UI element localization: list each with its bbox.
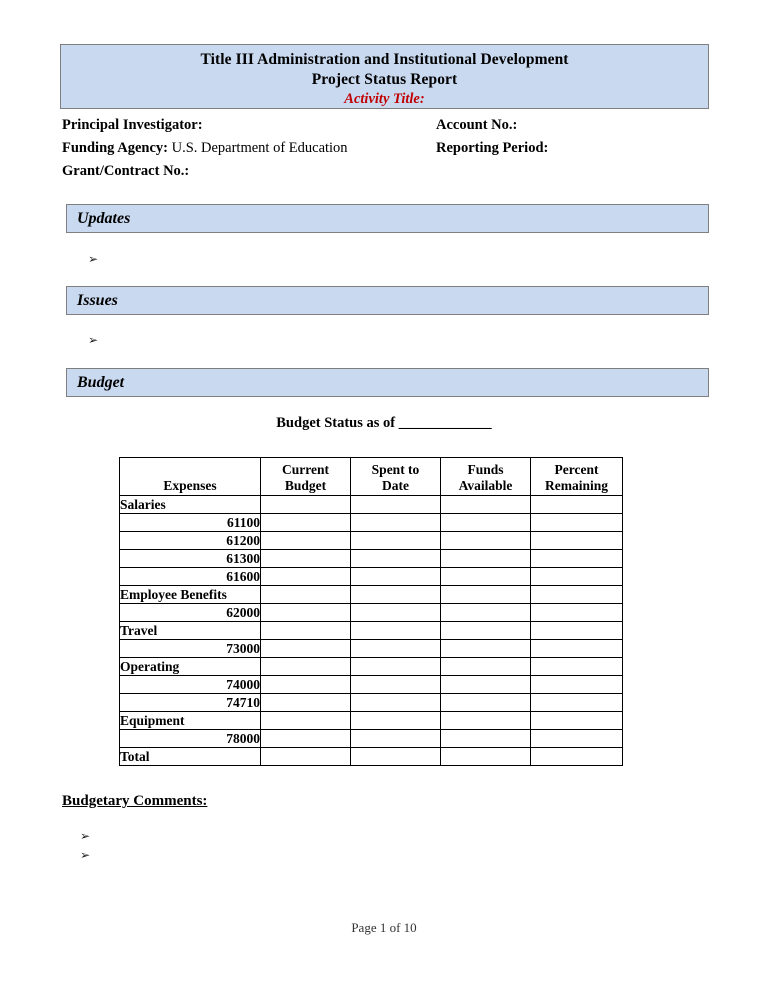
- column-header-spent-to-date-line2: Date: [382, 478, 409, 493]
- budgetary-comments-bullet-item[interactable]: [80, 846, 100, 865]
- updates-bullet-item[interactable]: [88, 250, 108, 269]
- budget-cell-current-budget[interactable]: [261, 532, 351, 550]
- budget-row-label: 61100: [120, 514, 261, 532]
- budget-row-label: Salaries: [120, 496, 261, 514]
- budget-cell-funds-available[interactable]: [441, 568, 531, 586]
- budget-row-label: 73000: [120, 640, 261, 658]
- funding-agency-value: U.S. Department of Education: [171, 140, 348, 156]
- budget-row-label: 61300: [120, 550, 261, 568]
- budget-cell-funds-available[interactable]: [441, 586, 531, 604]
- budget-row-label: 61600: [120, 568, 261, 586]
- budget-cell-funds-available[interactable]: [441, 658, 531, 676]
- account-no-label: Account No.:: [436, 117, 518, 133]
- budget-cell-spent-to-date[interactable]: [351, 712, 441, 730]
- budget-cell-percent-remaining[interactable]: [531, 676, 623, 694]
- grant-contract-no-field[interactable]: [62, 160, 189, 183]
- metadata-row: [62, 114, 712, 137]
- budget-cell-percent-remaining[interactable]: [531, 640, 623, 658]
- activity-title-label: Activity Title:: [344, 91, 425, 107]
- budget-cell-funds-available[interactable]: [441, 622, 531, 640]
- budgetary-comments-heading: Budgetary Comments:: [62, 793, 208, 809]
- budget-cell-spent-to-date[interactable]: [351, 640, 441, 658]
- reporting-period-label: Reporting Period:: [436, 140, 549, 156]
- budget-cell-percent-remaining[interactable]: [531, 658, 623, 676]
- report-title-line-1: Title III Administration and Institutional Development: [200, 51, 569, 68]
- budget-cell-percent-remaining[interactable]: [531, 514, 623, 532]
- budget-cell-current-budget[interactable]: [261, 514, 351, 532]
- budget-cell-spent-to-date[interactable]: [351, 730, 441, 748]
- budget-cell-spent-to-date[interactable]: [351, 604, 441, 622]
- table-row: [120, 532, 623, 550]
- budget-cell-funds-available[interactable]: [441, 550, 531, 568]
- column-header-spent-to-date: [351, 458, 441, 496]
- title-banner: [60, 44, 709, 109]
- metadata-row: [62, 137, 712, 160]
- budget-cell-funds-available[interactable]: [441, 496, 531, 514]
- table-header-row: [120, 458, 623, 496]
- table-row: [120, 514, 623, 532]
- table-row: [120, 568, 623, 586]
- budget-cell-percent-remaining[interactable]: [531, 622, 623, 640]
- budget-table: [119, 457, 623, 766]
- budget-cell-funds-available[interactable]: [441, 748, 531, 766]
- budget-cell-current-budget[interactable]: [261, 712, 351, 730]
- column-header-current-budget-line2: Budget: [284, 478, 327, 493]
- budget-row-label: 61200: [120, 532, 261, 550]
- column-header-current-budget-line1: Current: [282, 462, 329, 477]
- budget-cell-spent-to-date[interactable]: [351, 496, 441, 514]
- budget-cell-funds-available[interactable]: [441, 712, 531, 730]
- bullet-arrow-icon: ➢: [88, 252, 99, 266]
- budget-cell-current-budget[interactable]: [261, 496, 351, 514]
- table-row: [120, 712, 623, 730]
- funding-agency-label: Funding Agency:: [62, 140, 168, 156]
- budget-row-label: Equipment: [120, 712, 261, 730]
- budgetary-comments-bullet-item[interactable]: [80, 827, 100, 846]
- column-header-percent-remaining-line2: Remaining: [544, 478, 608, 493]
- budget-status-prefix: Budget Status as of: [276, 415, 399, 431]
- metadata-block: [62, 114, 712, 183]
- bullet-arrow-icon: ➢: [80, 829, 91, 843]
- budget-cell-funds-available[interactable]: [441, 730, 531, 748]
- budget-cell-funds-available[interactable]: [441, 694, 531, 712]
- budget-row-label: 62000: [120, 604, 261, 622]
- budget-cell-percent-remaining[interactable]: [531, 532, 623, 550]
- account-no-field[interactable]: [436, 114, 517, 137]
- budget-status-date-blank[interactable]: ____________: [398, 415, 492, 431]
- table-row: [120, 604, 623, 622]
- table-row: [120, 496, 623, 514]
- principal-investigator-field[interactable]: [62, 114, 203, 137]
- budget-cell-current-budget[interactable]: [261, 568, 351, 586]
- budget-cell-percent-remaining[interactable]: [531, 496, 623, 514]
- report-title-line-2: Project Status Report: [311, 71, 458, 88]
- budget-cell-percent-remaining[interactable]: [531, 748, 623, 766]
- budget-row-label: Operating: [120, 658, 261, 676]
- column-header-spent-to-date-line1: Spent to: [371, 462, 420, 477]
- budget-cell-funds-available[interactable]: [441, 532, 531, 550]
- budget-cell-spent-to-date[interactable]: [351, 676, 441, 694]
- budget-cell-current-budget[interactable]: [261, 730, 351, 748]
- budget-cell-current-budget[interactable]: [261, 550, 351, 568]
- issues-bullet-item[interactable]: [88, 331, 108, 350]
- budget-cell-percent-remaining[interactable]: [531, 586, 623, 604]
- budget-cell-percent-remaining[interactable]: [531, 568, 623, 586]
- budget-table-body: [120, 496, 623, 766]
- budget-cell-spent-to-date[interactable]: [351, 550, 441, 568]
- table-row: [120, 550, 623, 568]
- budget-row-label: Total: [120, 748, 261, 766]
- budget-cell-funds-available[interactable]: [441, 514, 531, 532]
- budget-cell-current-budget[interactable]: [261, 622, 351, 640]
- table-row: [120, 658, 623, 676]
- column-header-percent-remaining: [531, 458, 623, 496]
- budget-cell-percent-remaining[interactable]: [531, 694, 623, 712]
- budget-row-label: 74710: [120, 694, 261, 712]
- section-heading-issues: Issues: [66, 286, 709, 315]
- column-header-current-budget: [261, 458, 351, 496]
- budget-row-label: Travel: [120, 622, 261, 640]
- funding-agency-field[interactable]: [62, 137, 348, 160]
- section-heading-budget: Budget: [66, 368, 709, 397]
- bullet-arrow-icon: ➢: [80, 848, 91, 862]
- budget-cell-current-budget[interactable]: [261, 694, 351, 712]
- budget-row-label: 78000: [120, 730, 261, 748]
- budget-cell-spent-to-date[interactable]: [351, 658, 441, 676]
- table-row: [120, 586, 623, 604]
- budget-cell-funds-available[interactable]: [441, 604, 531, 622]
- metadata-row: [62, 160, 712, 183]
- column-header-funds-available-line1: Funds: [467, 462, 504, 477]
- budget-cell-current-budget[interactable]: [261, 604, 351, 622]
- budget-cell-percent-remaining[interactable]: [531, 604, 623, 622]
- principal-investigator-label: Principal Investigator:: [62, 117, 203, 133]
- bullet-arrow-icon: ➢: [88, 333, 99, 347]
- budget-cell-current-budget[interactable]: [261, 748, 351, 766]
- budget-cell-current-budget[interactable]: [261, 586, 351, 604]
- table-row: [120, 730, 623, 748]
- column-header-funds-available: [441, 458, 531, 496]
- budget-cell-percent-remaining[interactable]: [531, 712, 623, 730]
- grant-contract-no-label: Grant/Contract No.:: [62, 163, 190, 179]
- column-header-expenses-line1: Expenses: [163, 478, 217, 493]
- budget-cell-funds-available[interactable]: [441, 640, 531, 658]
- budget-cell-percent-remaining[interactable]: [531, 550, 623, 568]
- budget-cell-current-budget[interactable]: [261, 658, 351, 676]
- table-row: [120, 640, 623, 658]
- budget-cell-current-budget[interactable]: [261, 676, 351, 694]
- column-header-funds-available-line2: Available: [458, 478, 513, 493]
- budget-cell-spent-to-date[interactable]: [351, 694, 441, 712]
- budget-cell-funds-available[interactable]: [441, 676, 531, 694]
- budget-table-header: [120, 458, 623, 496]
- budget-status-line: [0, 415, 768, 432]
- table-row: [120, 622, 623, 640]
- column-header-percent-remaining-line1: Percent: [554, 462, 599, 477]
- budget-row-label: Employee Benefits: [120, 586, 261, 604]
- budget-cell-spent-to-date[interactable]: [351, 568, 441, 586]
- budget-cell-spent-to-date[interactable]: [351, 514, 441, 532]
- budget-row-label: 74000: [120, 676, 261, 694]
- section-heading-updates: Updates: [66, 204, 709, 233]
- table-row: [120, 694, 623, 712]
- reporting-period-field[interactable]: [436, 137, 548, 160]
- table-row: [120, 676, 623, 694]
- table-row: [120, 748, 623, 766]
- budget-cell-current-budget[interactable]: [261, 640, 351, 658]
- column-header-expenses: [120, 458, 261, 496]
- budget-cell-spent-to-date[interactable]: [351, 748, 441, 766]
- budget-cell-spent-to-date[interactable]: [351, 622, 441, 640]
- page-footer: Page 1 of 10: [351, 920, 417, 935]
- budget-cell-spent-to-date[interactable]: [351, 532, 441, 550]
- budget-cell-percent-remaining[interactable]: [531, 730, 623, 748]
- budget-cell-spent-to-date[interactable]: [351, 586, 441, 604]
